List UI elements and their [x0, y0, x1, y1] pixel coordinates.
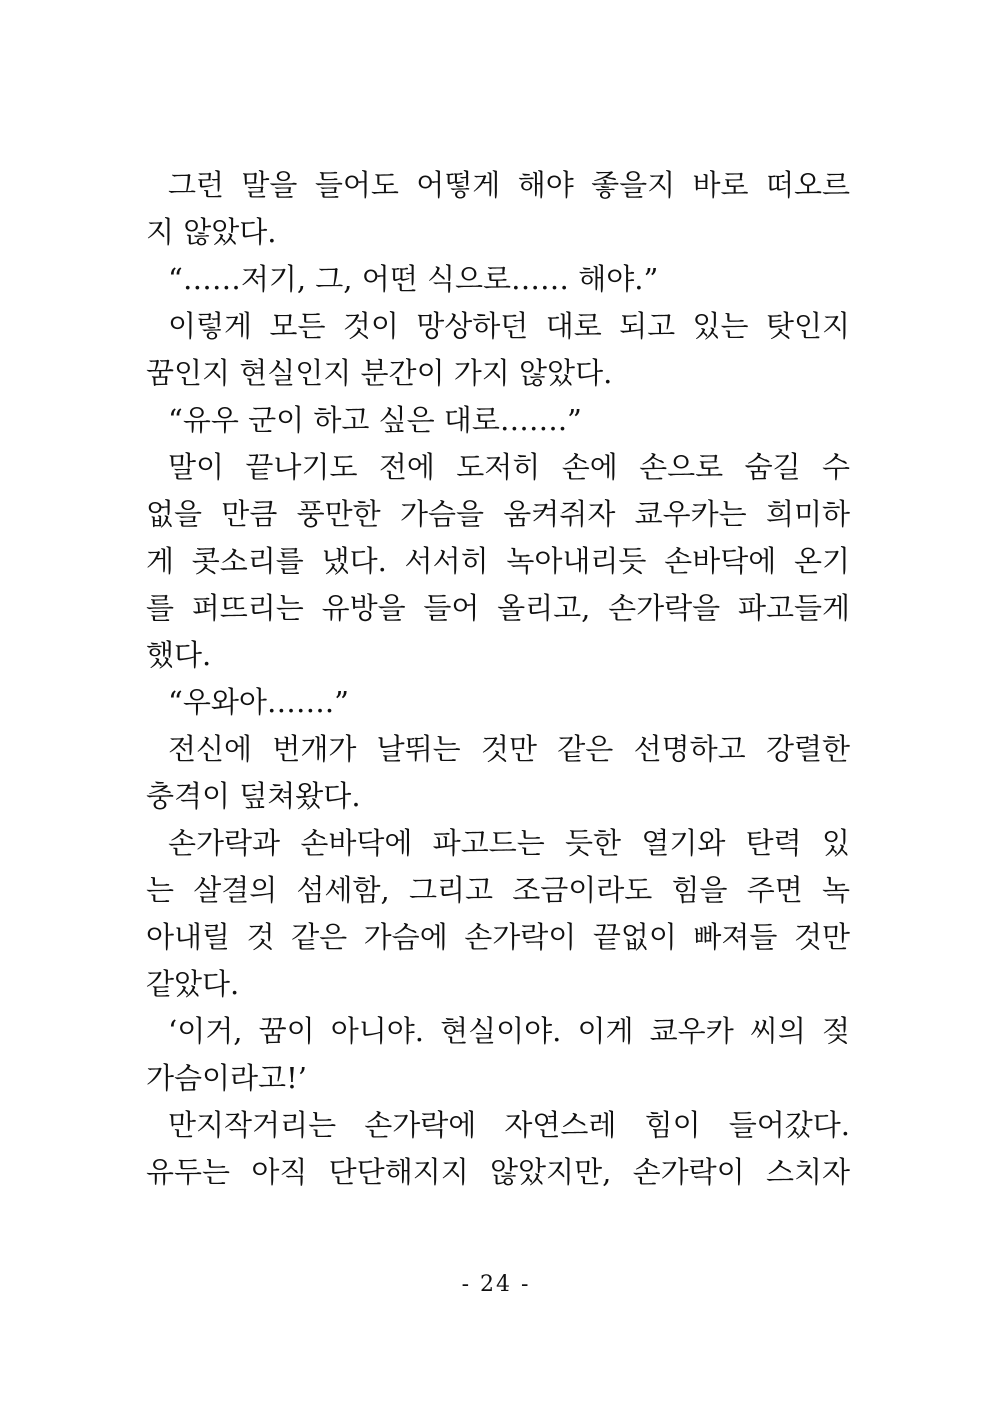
text-line: “……저기, 그, 어떤 식으로…… 해야.”	[168, 262, 659, 296]
text-line: 아내릴 것 같은 가슴에 손가락이 끝없이 빠져들 것만	[146, 920, 850, 954]
text-line: 유두는 아직 단단해지지 않았지만, 손가락이 스치자	[146, 1155, 850, 1189]
text-line: “유우 군이 하고 싶은 대로…….”	[168, 403, 582, 437]
text-line: 전신에 번개가 날뛰는 것만 같은 선명하고 강렬한	[168, 732, 850, 766]
text-line: 가슴이라고!’	[146, 1061, 307, 1095]
text-line: ‘이거, 꿈이 아니야. 현실이야. 이게 쿄우카 씨의 젖	[168, 1014, 850, 1048]
text-line: 지 않았다.	[146, 215, 277, 249]
text-line: 는 살결의 섬세함, 그리고 조금이라도 힘을 주면 녹	[146, 873, 850, 907]
text-line: 게 콧소리를 냈다. 서서히 녹아내리듯 손바닥에 온기	[146, 544, 850, 578]
text-line: 이렇게 모든 것이 망상하던 대로 되고 있는 탓인지	[168, 309, 850, 343]
text-line: “우와아…….”	[168, 685, 349, 719]
text-line: 그런 말을 들어도 어떻게 해야 좋을지 바로 떠오르	[168, 168, 850, 202]
text-line: 했다.	[146, 638, 212, 672]
text-line: 꿈인지 현실인지 분간이 가지 않았다.	[146, 356, 613, 390]
text-line: 말이 끝나기도 전에 도저히 손에 손으로 숨길 수	[168, 450, 850, 484]
text-line: 같았다.	[146, 967, 240, 1001]
text-line: 손가락과 손바닥에 파고드는 듯한 열기와 탄력 있	[168, 826, 850, 860]
text-line: 만지작거리는 손가락에 자연스레 힘이 들어갔다.	[168, 1108, 850, 1142]
text-line: 없을 만큼 풍만한 가슴을 움켜쥐자 쿄우카는 희미하	[146, 497, 850, 531]
text-line: 충격이 덮쳐왔다.	[146, 779, 361, 813]
body-text	[146, 162, 850, 1196]
page-number: - 24 -	[461, 1272, 531, 1297]
text-line: 를 퍼뜨리는 유방을 들어 올리고, 손가락을 파고들게	[146, 591, 850, 625]
